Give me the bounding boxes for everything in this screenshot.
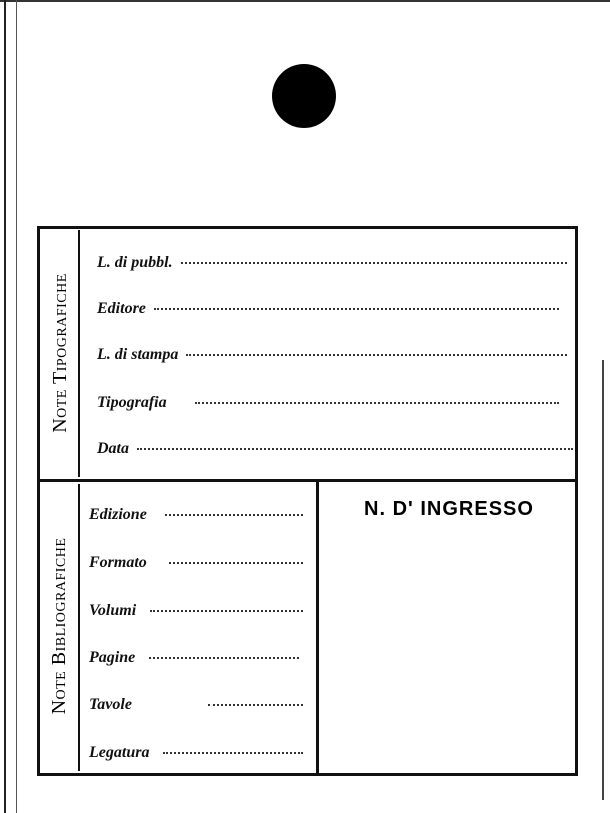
field-formato — [89, 554, 303, 572]
dotted-line — [154, 306, 559, 310]
field-data — [97, 440, 573, 458]
field-label: Data — [97, 440, 129, 457]
dotted-line — [150, 608, 303, 612]
punch-hole — [272, 64, 336, 128]
dotted-line — [165, 512, 303, 516]
field-luogo-stampa — [97, 346, 567, 364]
dotted-line — [186, 352, 567, 356]
field-legatura — [89, 744, 303, 762]
field-label: Pagine — [89, 649, 136, 666]
field-label: Editore — [97, 300, 146, 317]
dotted-line — [137, 446, 573, 450]
dotted-line — [208, 702, 303, 706]
dotted-line — [181, 260, 567, 264]
field-luogo-pubblicazione — [97, 254, 567, 272]
catalog-card-form — [37, 226, 578, 776]
field-editore — [97, 300, 559, 318]
field-label: Tavole — [89, 696, 132, 713]
dotted-line — [149, 655, 299, 659]
note-bibliografiche-label: Note Bibliografiche — [48, 537, 70, 715]
field-volumi — [89, 602, 303, 620]
card-right-edge — [602, 360, 604, 800]
field-label: L. di stampa — [97, 346, 179, 363]
card-left-inner-edge — [16, 0, 17, 813]
numero-ingresso-label: N. D' INGRESSO — [364, 498, 534, 520]
card-top-edge — [0, 0, 610, 2]
field-pagine — [89, 649, 299, 667]
card-left-edge — [4, 0, 6, 813]
frame-left — [37, 226, 40, 776]
field-edizione — [89, 506, 303, 524]
field-label: Legatura — [89, 744, 150, 761]
field-label: Volumi — [89, 602, 137, 619]
frame-top — [37, 226, 578, 229]
field-label: Tipografia — [97, 394, 167, 411]
field-tavole — [89, 696, 303, 714]
dotted-line — [195, 400, 559, 404]
dotted-line — [169, 560, 303, 564]
note-tipografiche-label: Note Tipografiche — [49, 273, 71, 433]
label-divider-top — [78, 230, 80, 477]
field-label: Formato — [89, 554, 147, 571]
field-label: L. di pubbl. — [97, 254, 173, 271]
dotted-line — [163, 750, 303, 754]
section-divider — [37, 479, 578, 482]
frame-bottom — [37, 773, 578, 776]
field-label: Edizione — [89, 506, 147, 523]
label-divider-bottom — [78, 484, 80, 771]
field-tipografia — [97, 394, 559, 412]
column-divider — [316, 482, 319, 773]
